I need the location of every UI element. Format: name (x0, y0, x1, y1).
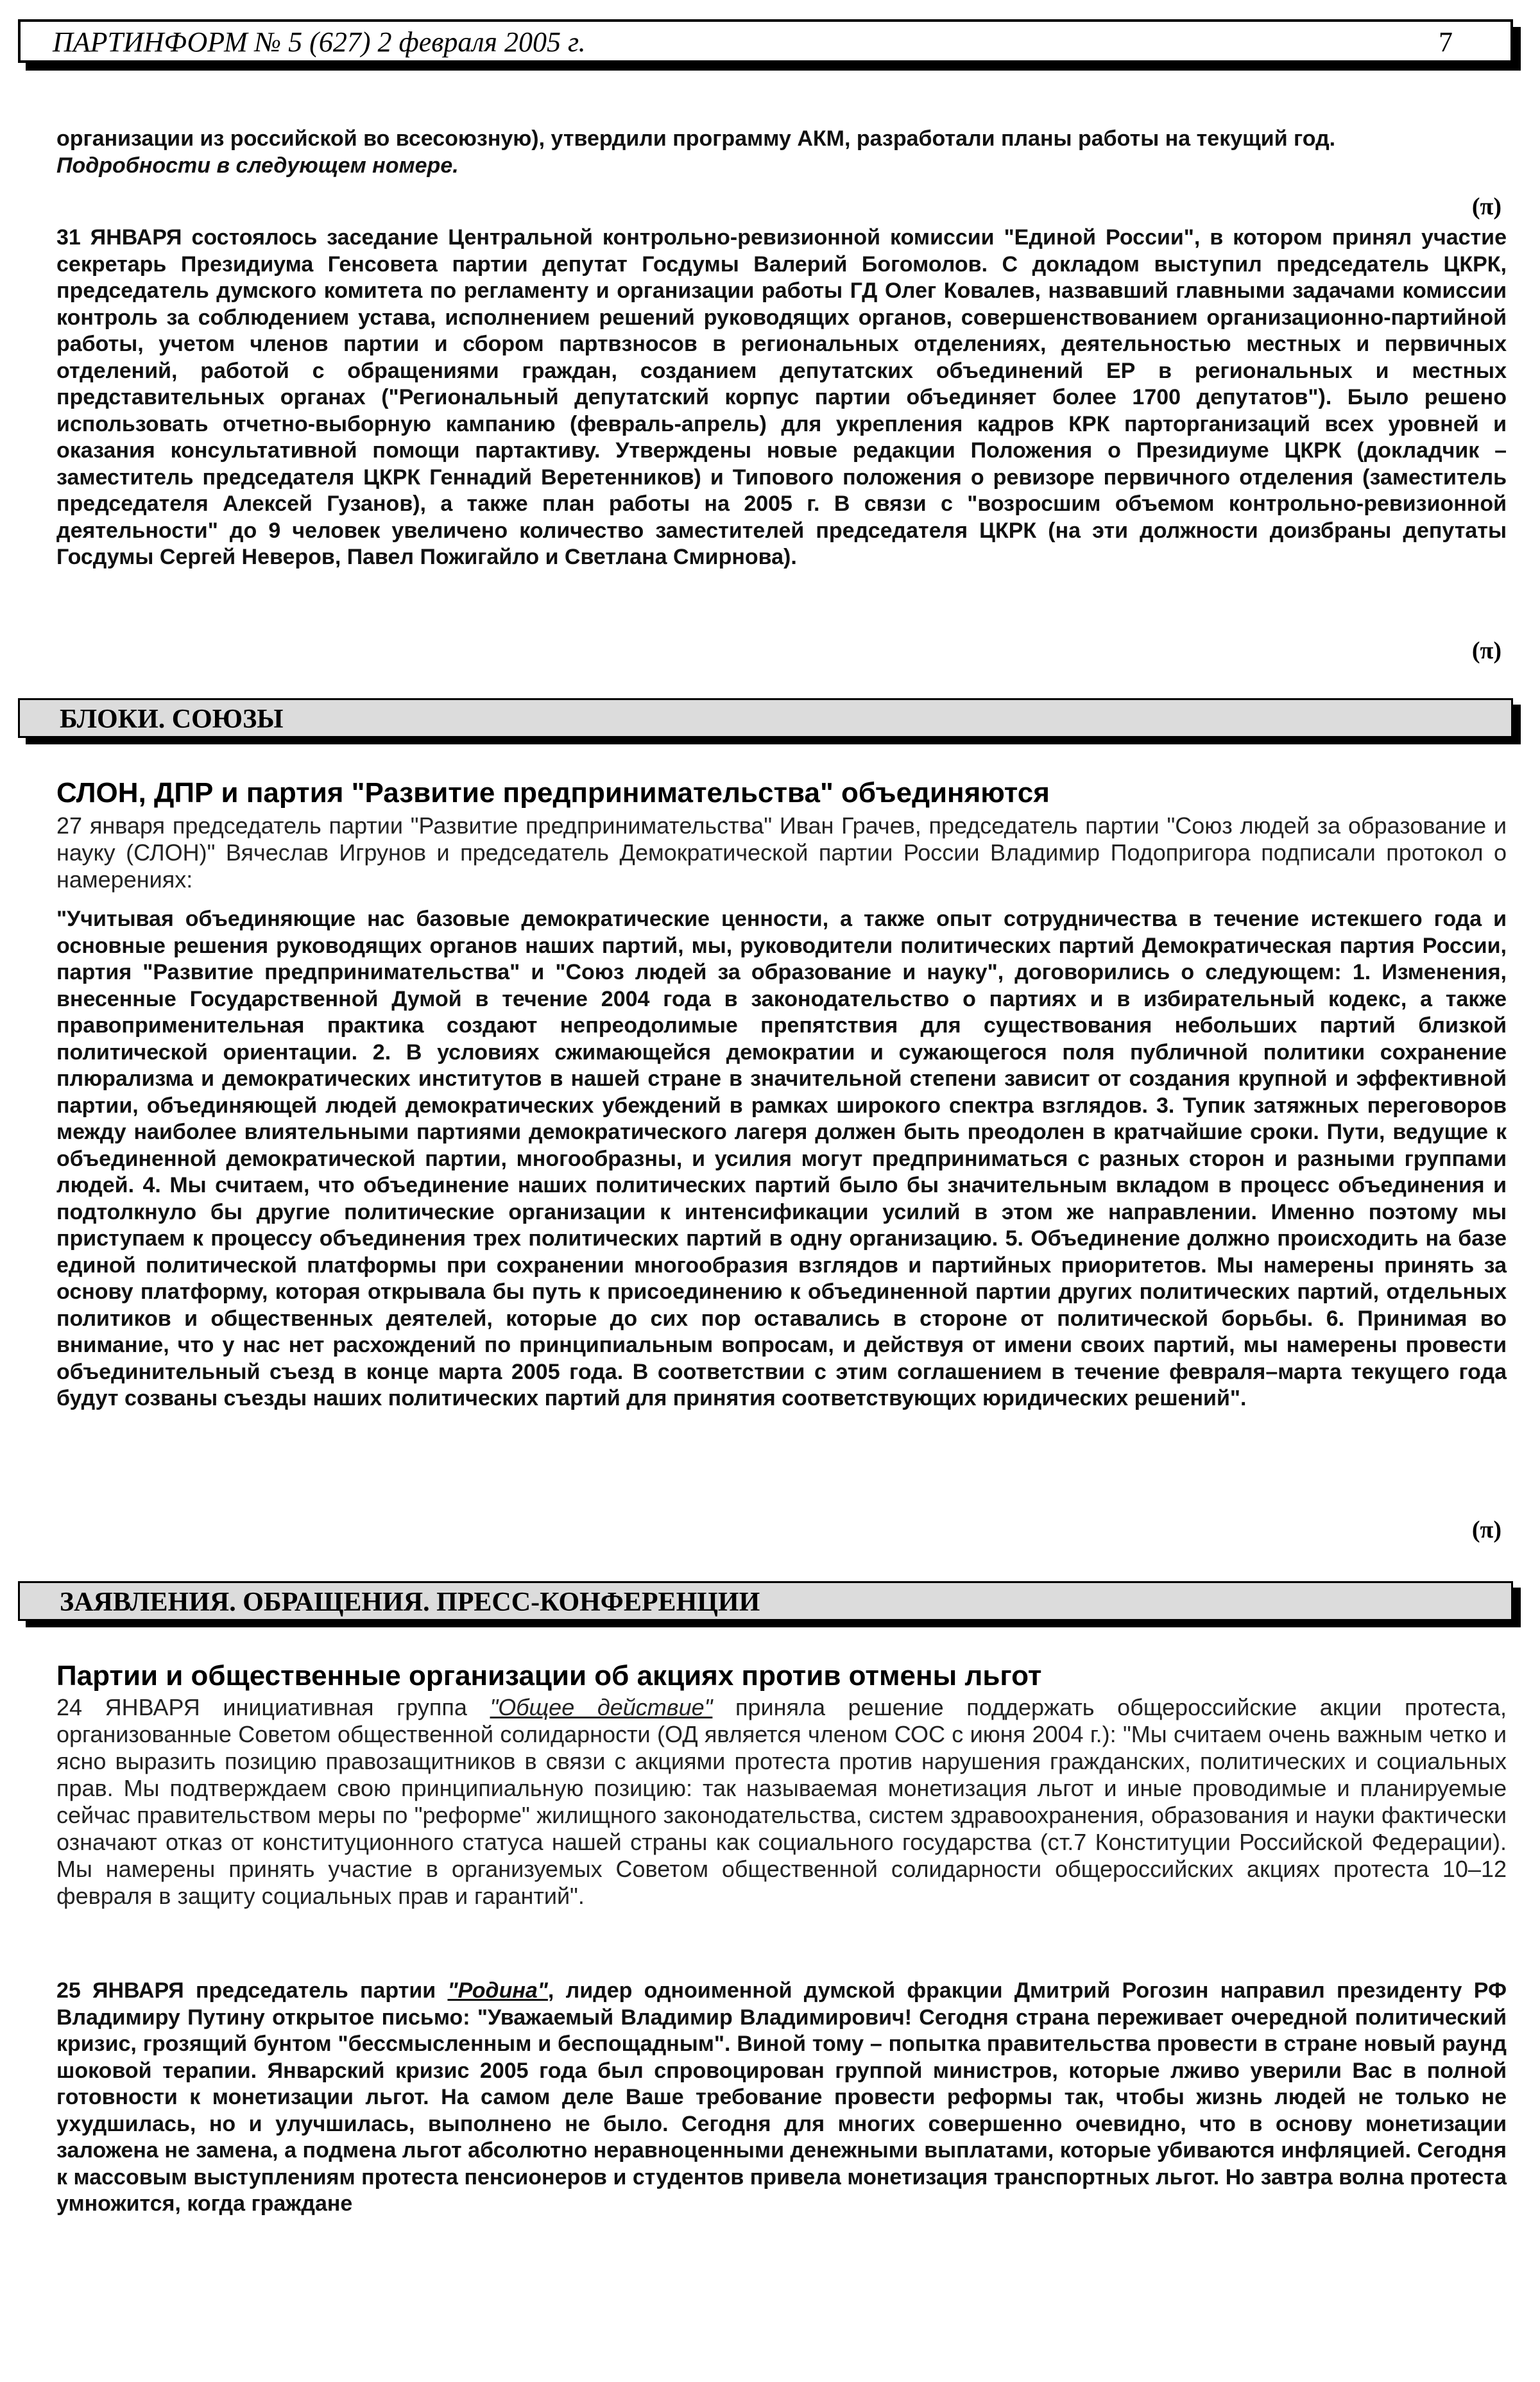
paragraph-text: приняла решение поддержать общероссийские акции протеста, организованные Советом общественной солидарности (ОД является членом СОС с июня 2004 г.): "Мы считаем очень важным четко и ясно выразить позицию правозащитников в связи с акциями протеста против нарушения гражданских, политических и социальных прав. Мы подтверждаем свою принципиальную позицию: так называемая монетизация льгот и иные проводимые и планируемые сейчас правительством меры по "реформе" жилищного законодательства, систем здравоохранения, образования и науки фактически означают отказ от конституционного статуса нашей страны как социального государства (ст.7 Конституции Российской Федерации). Мы намерены принять участие в организуемых Советом общественной солидарности общероссийских акциях протеста 10–12 февраля в защиту социальных прав и гарантий". (56, 1694, 1507, 1909)
section-title: ЗАЯВЛЕНИЯ. ОБРАЩЕНИЯ. ПРЕСС-КОНФЕРЕНЦИИ (60, 1588, 760, 1617)
quote-text: "Учитывая объединяющие нас базовые демократические ценности, а также опыт сотрудничества в течение истекшего года и основные решения руководящих органов наших партий, мы, руководители политических партий Демократическая партия России, партия "Развитие предпринимательства" и "Союз людей за образование и науку", договорились о следующем: 1. Изменения, внесенные Государственной Думой в течение 2004 года в законодательство о партиях и в избирательный кодекс, а также правоприменительная практика создают непреодолимые препятствия для существования небольших партий близкой политической ориентации. 2. В условиях сжимающейся демократии и сужающегося поля публичной политики сохранение плюрализма и демократических институтов в нашей стране в значительной степени зависит от создания крупной и эффективной партии, объединяющей людей демократических убеждений в рамках широкого спектра взглядов. 3. Тупик затяжных переговоров между наиболее влиятельными партиями демократического лагеря должен быть преодолен в кратчайшие сроки. Пути, ведущие к объединенной демократической партии, многообразны, и усилия могут предприниматься с разных сторон и разными группами людей. 4. Мы считаем, что объединение наших политических партий было бы значительным вкладом в процесс объединения и подтолкнуло бы другие политические организации к интенсификации усилий в этом же направлении. Именно поэтому мы приступаем к процессу объединения трех политических партий в одну организацию. 5. Объединение должно происходить на базе единой политической платформы при сохранении многообразия взглядов и партийных приоритетов. Мы намерены принять за основу платформу, которая открывала бы путь к присоединению к объединенной партии других политических партий, отдельных политиков и общественных деятелей, которые до сих пор оставались в стороне от политической борьбы. 6. Принимая во внимание, что у нас нет расхождений по принципиальным вопросам, и действуя от имени своих партий, мы намерены провести объединительный съезд в конце марта 2005 года. В соответствии с этим соглашением в течение февраля–марта текущего года будут созваны съезды наших политических партий для принятия соответствующих юридических решений". (56, 907, 1507, 1410)
intro-paragraph (56, 126, 1507, 179)
intro-line: организации из российской во всесоюзную), утвердили программу АКМ, разработали планы работы на текущий год. (56, 126, 1336, 151)
paragraph-date: 24 ЯНВАРЯ (56, 1694, 200, 1720)
article-paragraph-1 (56, 1694, 1507, 1910)
paragraph-pre: инициативная группа (223, 1694, 467, 1720)
publication-title: ПАРТИНФОРМ № 5 (627) 2 февраля 2005 г. (53, 26, 586, 58)
article-title: СЛОН, ДПР и партия "Развитие предпринимательства" объединяются (56, 777, 1050, 809)
paragraph-text: , лидер одноименной думской фракции Дмитрий Рогозин направил президенту РФ Владимиру Путину открытое письмо: "Уважаемый Владимир Владимирович! Сегодня страна переживает очередной политический кризис, грозящий бунтом "бессмысленным и беспощадным". Виной тому – попытка правительства провести в стране новый раунд шоковой терапии. Январский кризис 2005 года был спровоцирован группой министров, которые лживо уверили Вас в полной готовности к монетизации льгот. На самом деле Ваше требование провести реформы так, чтобы жизнь людей не только не ухудшилась, но и улучшилась, выполнено не было. Сегодня для многих совершенно очевидно, что в основу монетизации заложена не замена, а подмена льгот абсолютно неравноценными денежными выплатами, которые убиваются инфляцией. Сегодня к массовым выступлениям протеста пенсионеров и студентов привела монетизация транспортных льгот. Но завтра волна протеста умножится, когда граждане (56, 1978, 1507, 2216)
article-lead (56, 812, 1507, 893)
section-header-blocks (18, 698, 1513, 738)
article-title: Партии и общественные организации об акциях против отмены льгот (56, 1660, 1042, 1692)
source-mark: (π) (1471, 193, 1502, 220)
article-paragraph-2 (56, 1978, 1507, 2218)
page-number: 7 (1439, 26, 1453, 58)
lead-text: 27 января председатель партии "Развитие предпринимательства" Иван Грачев, председатель партии "Союз людей за образование и науку (СЛОН)" Вячеслав Игрунов и председатель Демократической партии России Владимир Подопригора подписали протокол о намерениях: (56, 812, 1507, 893)
org-link-rodina[interactable]: "Родина" (447, 1978, 548, 2003)
org-link-obshchee-deistvie[interactable]: "Общее действие" (490, 1694, 713, 1720)
paragraph-pre: председатель партии (196, 1978, 436, 2003)
intro-italic-line: Подробности в следующем номере. (56, 153, 459, 178)
ckrk-paragraph (56, 225, 1507, 571)
paragraph-date: 25 ЯНВАРЯ (56, 1978, 184, 2003)
page-header (18, 19, 1513, 63)
ckrk-date: 31 ЯНВАРЯ (56, 225, 182, 250)
article-quote (56, 906, 1507, 1412)
ckrk-text: состоялось заседание Центральной контрольно-ревизионной комиссии "Единой России", в котором принял участие секретарь Президиума Генсовета партии депутат Госдумы Валерий Богомолов. С докладом выступил председатель ЦКРК, председатель думского комитета по регламенту и организации работы ГД Олег Ковалев, назвавший главными задачами комиссии контроль за соблюдением устава, исполнением решений руководящих органов, совершенствованием организационно-партийной работы, учетом членов партии и сбором партвзносов в региональных отделениях, деятельностью местных и первичных отделений, работой с обращениями граждан, созданием депутатских объединений ЕР в региональных и местных представительных органах ("Региональный депутатский корпус партии объединяет более 1700 депутатов"). Было решено использовать отчетно-выборную кампанию (февраль-апрель) для укрепления кадров КРК парторганизаций всех уровней и оказания консультативной помощи партактиву. Утверждены новые редакции Положения о Президиуме ЦКРК (докладчик – заместитель председателя ЦКРК Геннадий Веретенников) и Типового положения о ревизоре первичного отделения (заместитель председателя Алексей Гузанов), а также план работы на 2005 г. В связи с "возросшим объемом контрольно-ревизионной деятельности" до 9 человек увеличено количество заместителей председателя ЦКРК (на эти должности доизбраны депутаты Госдумы Сергей Неверов, Павел Пожигайло и Светлана Смирнова). (56, 225, 1507, 569)
section-title: БЛОКИ. СОЮЗЫ (60, 705, 284, 734)
source-mark: (π) (1471, 637, 1502, 664)
source-mark: (π) (1471, 1516, 1502, 1543)
section-header-statements (18, 1581, 1513, 1621)
